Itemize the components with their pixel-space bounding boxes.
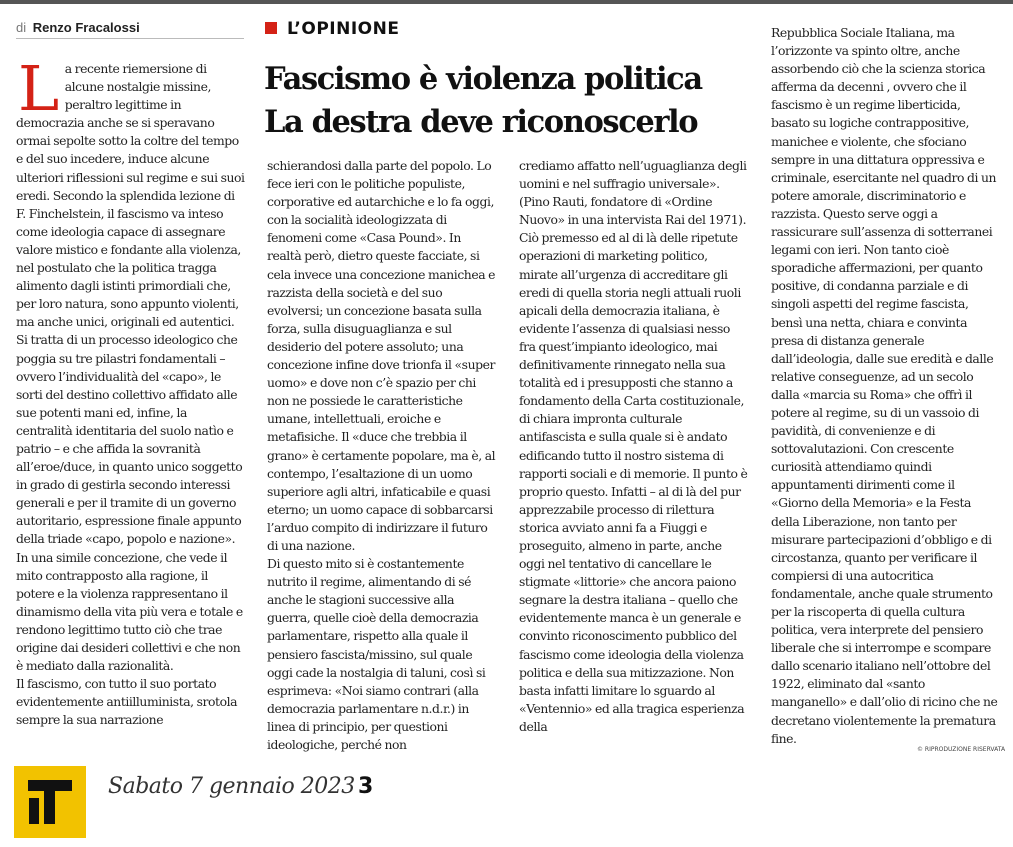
newspaper-logo [14,766,86,838]
section-kicker [265,19,399,39]
article-paragraph: Repubblica Sociale Italiana, ma l’orizzonte va spinto oltre, anche assorbendo ciò che la scienza storica afferma da decenni , ovvero che il fascismo è un regime liberticida, basato su logiche contrappositive, manichee e violente, che sfociano sempre in una dittatura oppressiva e criminale, esercitante nel quadro di un potere amorale, discriminatorio e razzista. Questo serve oggi a rassicurare sull’assenza di sotterranei legami con ieri. Non tanto cioè sporadiche affermazioni, per quanto positive, di condanna parziale e di singoli aspetti del regime fascista, bensì una netta, chiara e convinta presa di distanza generale dall’ideologia, dalle sue eredità e dalle relative conseguenze, ad un secolo dalla «marcia su Roma» che offrì il potere al regime, su di un vassoio di pavidità, di convenienze e di sottovalutazioni. Con crescente curiosità attendiamo quindi appuntamenti dirimenti come il «Giorno della Memoria» e la Festa della Liberazione, non tanto per misurare partecipazioni d’obbligo e di circostanza, quanto per verificare il compiersi di una autocritica fondamentale, anche quale strumento per la riscoperta di quella cultura politica, vera interprete del pensiero liberale che si interrompe e scompare dallo scenario italiano nell’ottobre del 1922, eliminato dal «santo manganello» e dall’olio di ricino che ne decretano violentemente la prematura fine. [771,25,998,746]
byline [16,20,244,39]
article-column-4 [771,24,1001,748]
section-label: L’OPINIONE [287,19,400,39]
it-logo-icon [22,774,78,830]
article-paragraph: Di questo mito si è costantemente nutrito il regime, alimentando di sé anche le stagioni successive alla guerra, quelle cioè della democrazia parlamentare, rispetto alla quale il pensiero fascista/missino, sul quale oggi cade la nostalgia di taluni, così si esprimeva: «Noi siamo contrari (alla democrazia parlamentare n.d.r.) in linea di principio, per questioni ideologiche, perché non [267,556,486,752]
headline [264,58,764,144]
page-number: 3 [358,774,374,799]
article-paragraph: La recente riemersione di alcune nostalgie missine, peraltro legittime in democrazia anche se si speravano ormai sepolte sotto la coltre del tempo e del suo incedere, induce alcune ulteriori riflessioni sul regime e sui suoi eredi. Secondo la splendida lezione di F. Finchelstein, il fascismo va inteso come ideologia capace di assegnare valore mistico e fondante alla violenza, nel postulato che la politica tragga alimento dagli istinti primordiali che, per loro natura, sono appunto violenti, ma anche unici, originali ed autentici. Si tratta di un processo ideologico che poggia su tre pilastri fondamentali – ovvero l’individualità del «capo», le sorti del destino collettivo affidato alle sue potenti mani ed, infine, la centralità identitaria del suolo natìo e patrio – e che affida la sovranità all’eroe/duce, in quanto unico soggetto in grado di gestirla secondo interessi generali e per il tramite di un governo autoritario, espressione finale appunto della triade «capo, popolo e nazione». In una simile concezione, che vede il mito contrapposto alla ragione, il potere e la violenza rappresentano il dinamismo della vita più vera e totale e rendono legittimo tutto ciò che trae origine dai desideri collettivi e che non è mediato dalla razionalità. [16,52,245,674]
article-column-3 [519,157,749,736]
copyright-notice: © RIPRODUZIONE RISERVATA [917,746,1006,753]
article-paragraph: schierandosi dalla parte del popolo. Lo fece ieri con le politiche populiste, corporative ed autarchiche e lo fa oggi, con la socialità ideologizzata di fenomeni come «Casa Pound». In realtà però, dietro queste facciate, si cela invece una concezione manichea e razzista della società e del suo evolversi; un concezione basata sulla forza, sulla disuguaglianza e sul desiderio del potere assoluto; una concezione infine dove trionfa il «super uomo» e dove non c’è spazio per chi non ne possiede le caratteristiche umane, intellettuali, eroiche e metafisiche. Il «duce che trebbia il grano» è certamente popolare, ma è, al contempo, l’esaltazione di un uomo superiore agli altri, infaticabile e quasi eterno; un uomo capace di sobbarcarsi l’arduo compito di indirizzare il futuro di una nazione. [267,158,496,553]
author-name: Renzo Fracalossi [32,20,140,35]
article-column-1 [16,52,245,729]
red-square-icon [265,22,277,34]
article-paragraph: Ciò premesso ed al di là delle ripetute operazioni di marketing politico, mirate all’urgenza di accreditare gli eredi di quella storia negli attuali ruoli apicali della democrazia italiana, è evidente l’assenza di qualsiasi nesso fra quest’impianto ideologico, mai definitivamente rinnegato nella sua totalità ed i presupposti che stanno a fondamento della Carta costituzionale, di chiara impronta culturale antifascista e sulla quale si è andato edificando tutto il nostro sistema di rapporti sociali e di memorie. Il punto è proprio questo. Infatti – al di là del pur apprezzabile processo di rilettura storica avviato anni fa a Fiuggi e proseguito, almeno in parte, anche oggi nel tentativo di cancellare le stigmate «littorie» che ancora paiono segnare la destra italiana – quello che evidentemente manca è un generale e convinto riconoscimento pubblico del fascismo come ideologia della violenza politica e della sua mitizzazione. Non basta infatti limitare lo sguardo al «Ventennio» ed alla tragica esperienza della [519,230,748,734]
top-rule [0,0,1013,4]
article-paragraph: crediamo affatto nell’uguaglianza degli uomini e nel suffragio universale». (Pino Rauti, fondatore di «Ordine Nuovo» in una intervista Rai del 1971). [519,158,747,228]
headline-line-2: La destra deve riconoscerlo [264,104,698,140]
article-paragraph: Il fascismo, con tutto il suo portato evidentemente antiilluminista, srotola sempre la sua narrazione [16,676,238,728]
byline-prefix: di [16,20,27,35]
drop-cap: L [18,52,59,125]
article-column-2 [267,157,496,754]
issue-date: Sabato 7 gennaio 2023 [108,774,355,799]
headline-line-1: Fascismo è violenza politica [264,61,702,97]
